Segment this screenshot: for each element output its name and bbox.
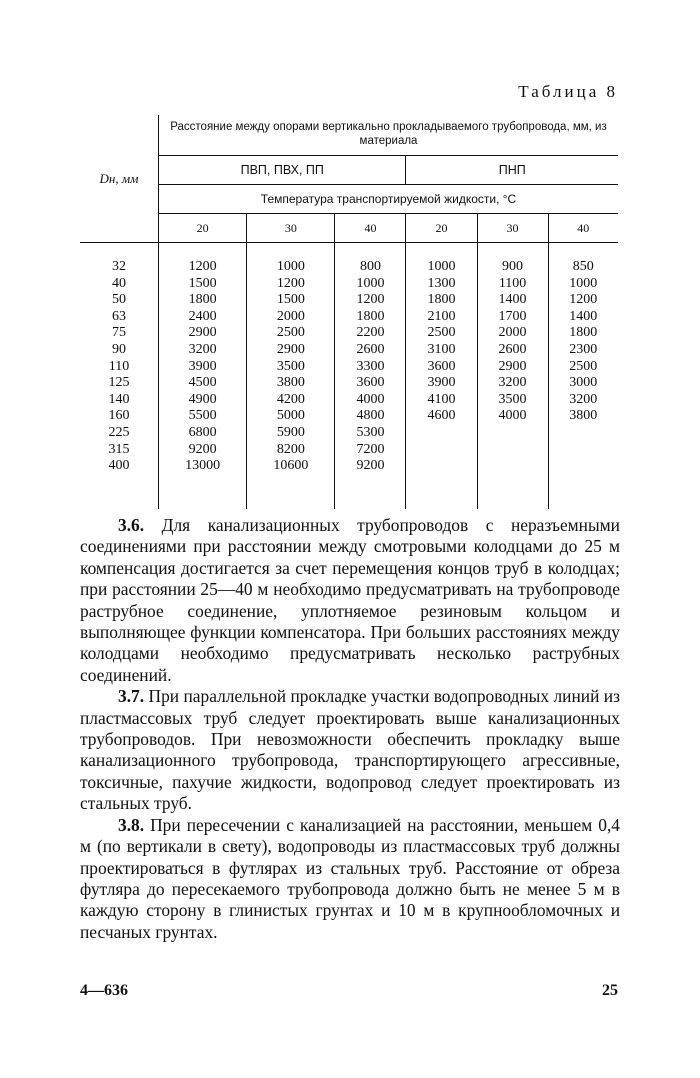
printer-signature: 4—636 (80, 982, 128, 999)
col-values-3: 800 1000 1200 1800 2200 2600 3300 3600 4000 4800 5300 7200 9200 (335, 243, 406, 510)
body-text (80, 515, 620, 943)
temp-col-4: 20 (406, 214, 477, 243)
temp-col-6: 40 (548, 214, 618, 243)
paragraph-3-7 (80, 686, 620, 814)
col-values-5: 900 1100 1400 1700 2000 2600 2900 3200 3500 4000 (477, 243, 548, 510)
temp-col-1: 20 (159, 214, 247, 243)
material-header-pvp: ПВП, ПВХ, ПП (159, 156, 406, 185)
paragraph-text: При пересечении с канализацией на расстоянии, меньшем 0,4 м (по вертикали в свету), водопроводы из пластмассовых труб должны проектироваться в футлярах из стальных труб. Расстояние от обреза футляра до пересекаемого трубопровода должно быть не менее 5 м в каждую сторону в глинистых грунтах и 10 м в крупнообломочных и песчаных грунтах. (80, 814, 620, 942)
col-values-1: 1200 1500 1800 2400 2900 3200 3900 4500 4900 5500 6800 9200 13000 (159, 243, 247, 510)
temperature-header: Температура транспортируемой жидкости, °С (159, 185, 619, 214)
col-values-2: 1000 1200 1500 2000 2500 2900 3500 3800 4200 5000 5900 8200 10600 (247, 243, 335, 510)
paragraph-number: 3.7. (118, 686, 145, 707)
group-header: Расстояние между опорами вертикально прокладываемого трубопровода, мм, из материала (159, 115, 619, 156)
dn-header: Dн, мм (80, 115, 159, 243)
paragraph-text: При параллельной прокладке участки водопроводных линий из пластмассовых труб следует проектировать выше канализационных трубопроводов. При невозможности обеспечить прокладку выше канализационного трубопровода, транспортирующего агрессивные, токсичные, пахучие жидкости, водопровод следует проектировать из стальных труб. (80, 686, 620, 814)
paragraph-3-6 (80, 515, 620, 686)
temp-col-2: 30 (247, 214, 335, 243)
temp-col-5: 30 (477, 214, 548, 243)
page-number: 25 (602, 982, 618, 999)
paragraph-number: 3.8. (118, 814, 145, 835)
support-distance-table (80, 115, 618, 509)
paragraph-3-8 (80, 815, 620, 943)
material-header-pnp: ПНП (406, 156, 618, 185)
temp-col-3: 40 (335, 214, 406, 243)
table-caption: Таблица 8 (518, 82, 618, 101)
col-values-4: 1000 1300 1800 2100 2500 3100 3600 3900 4100 4600 (406, 243, 477, 510)
paragraph-text: Для канализационных трубопроводов с неразъемными соединениями при расстоянии между смотровыми колодцами до 25 м компенсация достигается за счет перемещения концов труб в колодцах; при расстоянии 25—40 м необходимо предусматривать на трубопроводе раструбное соединение, уплотняемое резиновым кольцом и выполняющее функции компенсатора. При больших расстояниях между колодцами необходимо предусматривать несколько раструбных соединений. (80, 515, 620, 685)
paragraph-number: 3.6. (118, 515, 145, 535)
dn-values: 32 40 50 63 75 90 110 125 140 160 225 315 400 (108, 259, 130, 474)
col-values-6: 850 1000 1200 1400 1800 2300 2500 3000 3200 3800 (548, 243, 618, 510)
